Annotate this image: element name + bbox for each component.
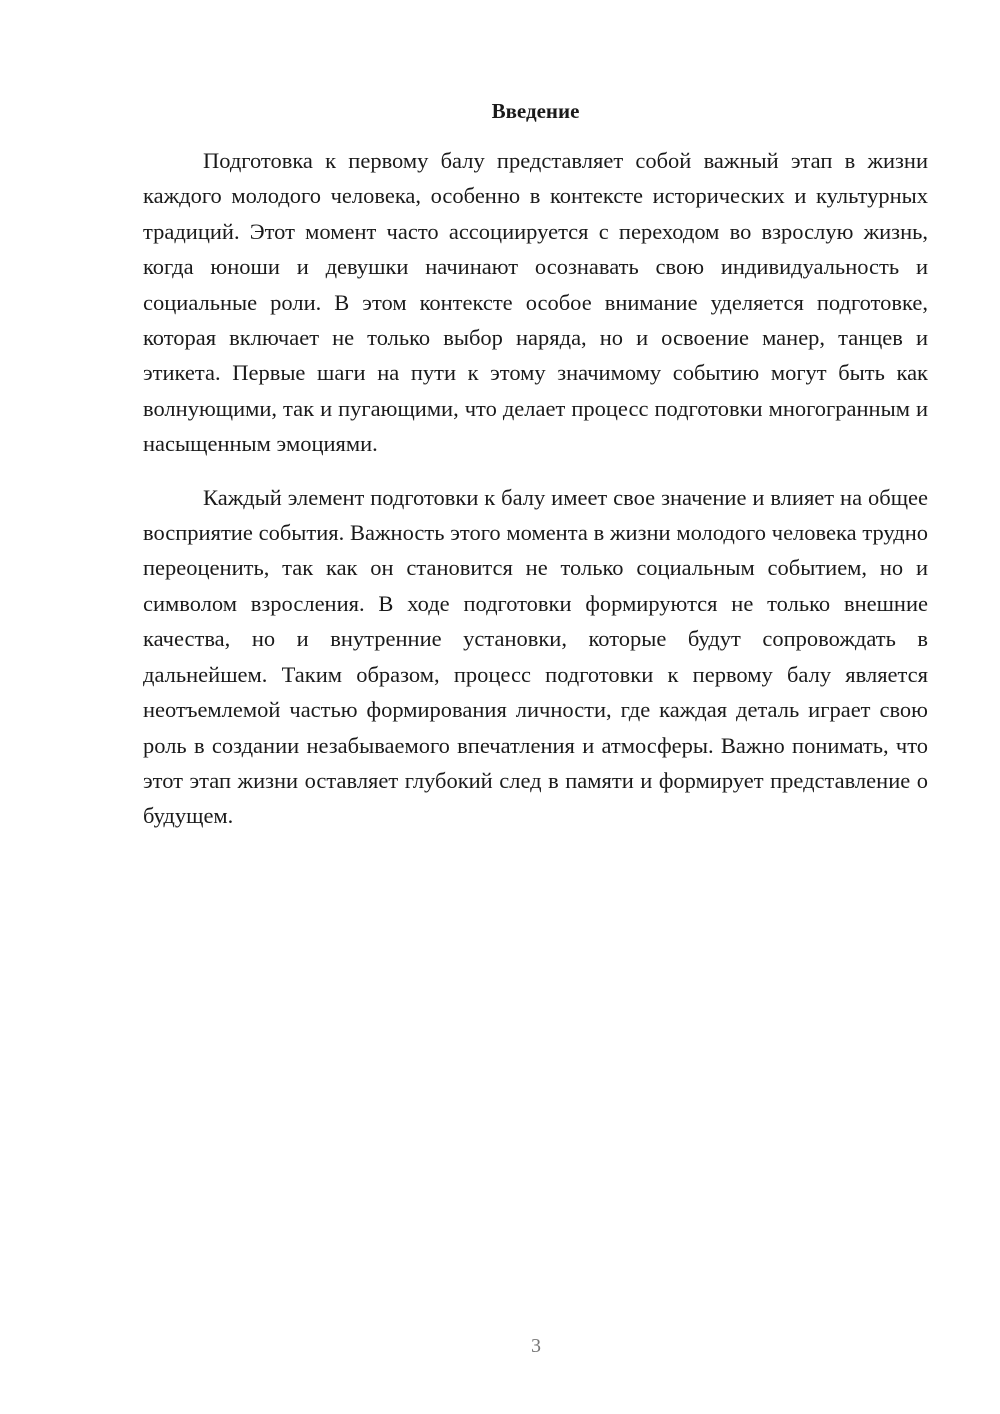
paragraph-1: Подготовка к первому балу представляет собой важный этап в жизни каждого молодого человека, особенно в контексте исторических и культурных традиций. Этот момент часто ассоциируется с переходом во взрослую жизнь, когда юноши и девушки начинают осознавать свою индивидуальность и социальные роли. В этом контексте особое внимание уделяется подготовке, которая включает не только выбор наряда, но и освоение манер, танцев и этикета. Первые шаги на пути к этому значимому событию могут быть как волнующими, так и пугающими, что делает процесс подготовки многогранным и насыщенным эмоциями.	[143, 148, 928, 457]
section-heading: Введение	[491, 99, 580, 123]
body-text	[143, 143, 928, 834]
page-number: 3	[531, 1335, 541, 1357]
paragraph-2: Каждый элемент подготовки к балу имеет свое значение и влияет на общее восприятие события. Важность этого момента в жизни молодого человека трудно переоценить, так как он становится не только социальным событием, но и символом взросления. В ходе подготовки формируются не только внешние качества, но и внутренние установки, которые будут сопровождать в дальнейшем. Таким образом, процесс подготовки к первому балу является неотъемлемой частью формирования личности, где каждая деталь играет свою роль в создании незабываемого впечатления и атмосферы. Важно понимать, что этот этап жизни оставляет глубокий след в памяти и формирует представление о будущем.	[143, 484, 928, 829]
